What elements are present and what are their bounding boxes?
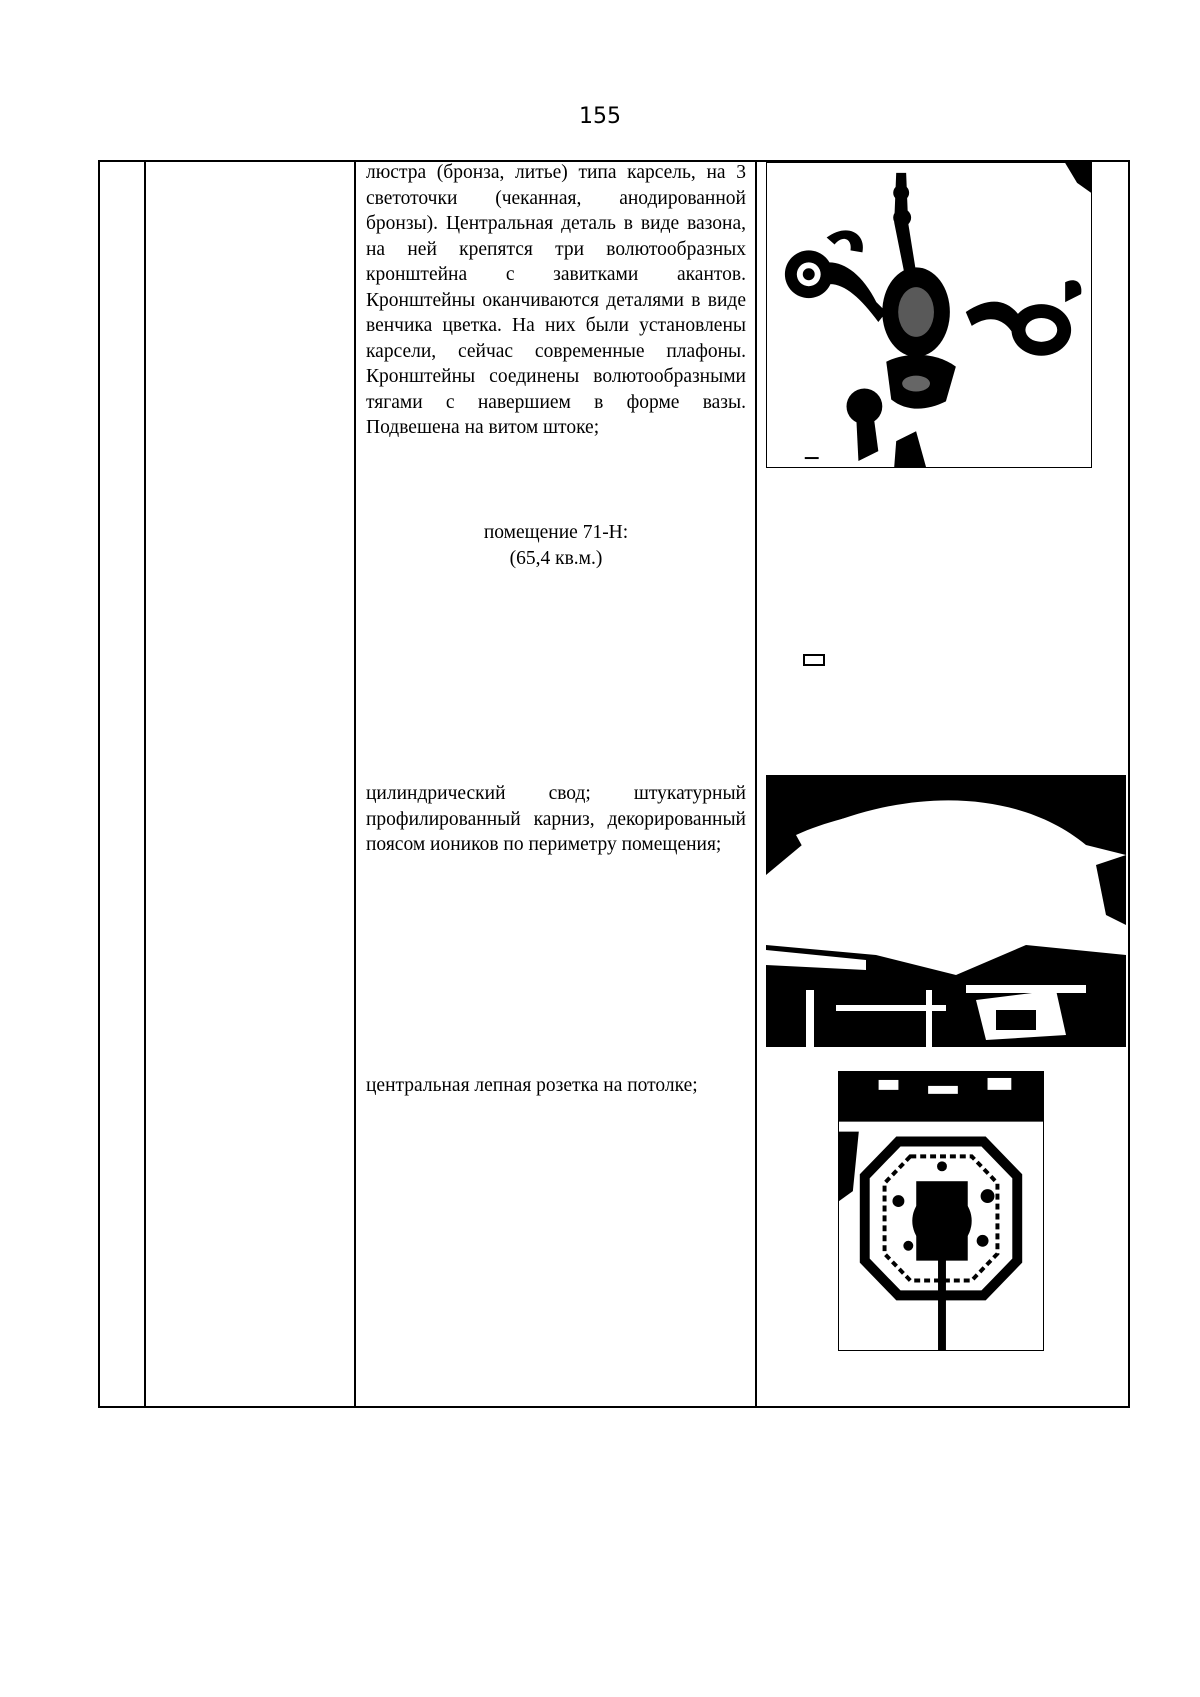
table-column-divider-2 [354, 162, 356, 1406]
chandelier-description: люстра (бронза, литье) типа карсель, на 3 светоточки (чеканная, анодированной бронзы). Центральная деталь в виде вазона, на ней крепятся три волютообразных кронштейна с завитками акантов. Кронштейны оканчиваются деталями в виде венчика цветка. На них были установлены карсели, сейчас современные плафоны. Кронштейны соединены волютообразными тягами с навершием в форме вазы. Подвешена на витом штоке; [366, 162, 746, 438]
room-area: (65,4 кв.м.) [509, 547, 603, 569]
vault-photo [766, 775, 1126, 1047]
vault-description: цилиндрический свод; штукатурный профилированный карниз, декорированный поясом иоников по периметру помещения; [366, 783, 746, 855]
rosette-description: центральная лепная розетка на потолке; [366, 1075, 698, 1096]
rosette-photo [838, 1071, 1044, 1351]
table-column-divider-3 [755, 162, 757, 1406]
room-number: помещение 71-Н: [483, 522, 629, 543]
page-number: 155 [579, 104, 621, 129]
table-column-divider-1 [144, 162, 146, 1406]
small-image-placeholder [803, 654, 825, 666]
chandelier-photo [766, 162, 1092, 468]
room-heading [366, 520, 746, 571]
